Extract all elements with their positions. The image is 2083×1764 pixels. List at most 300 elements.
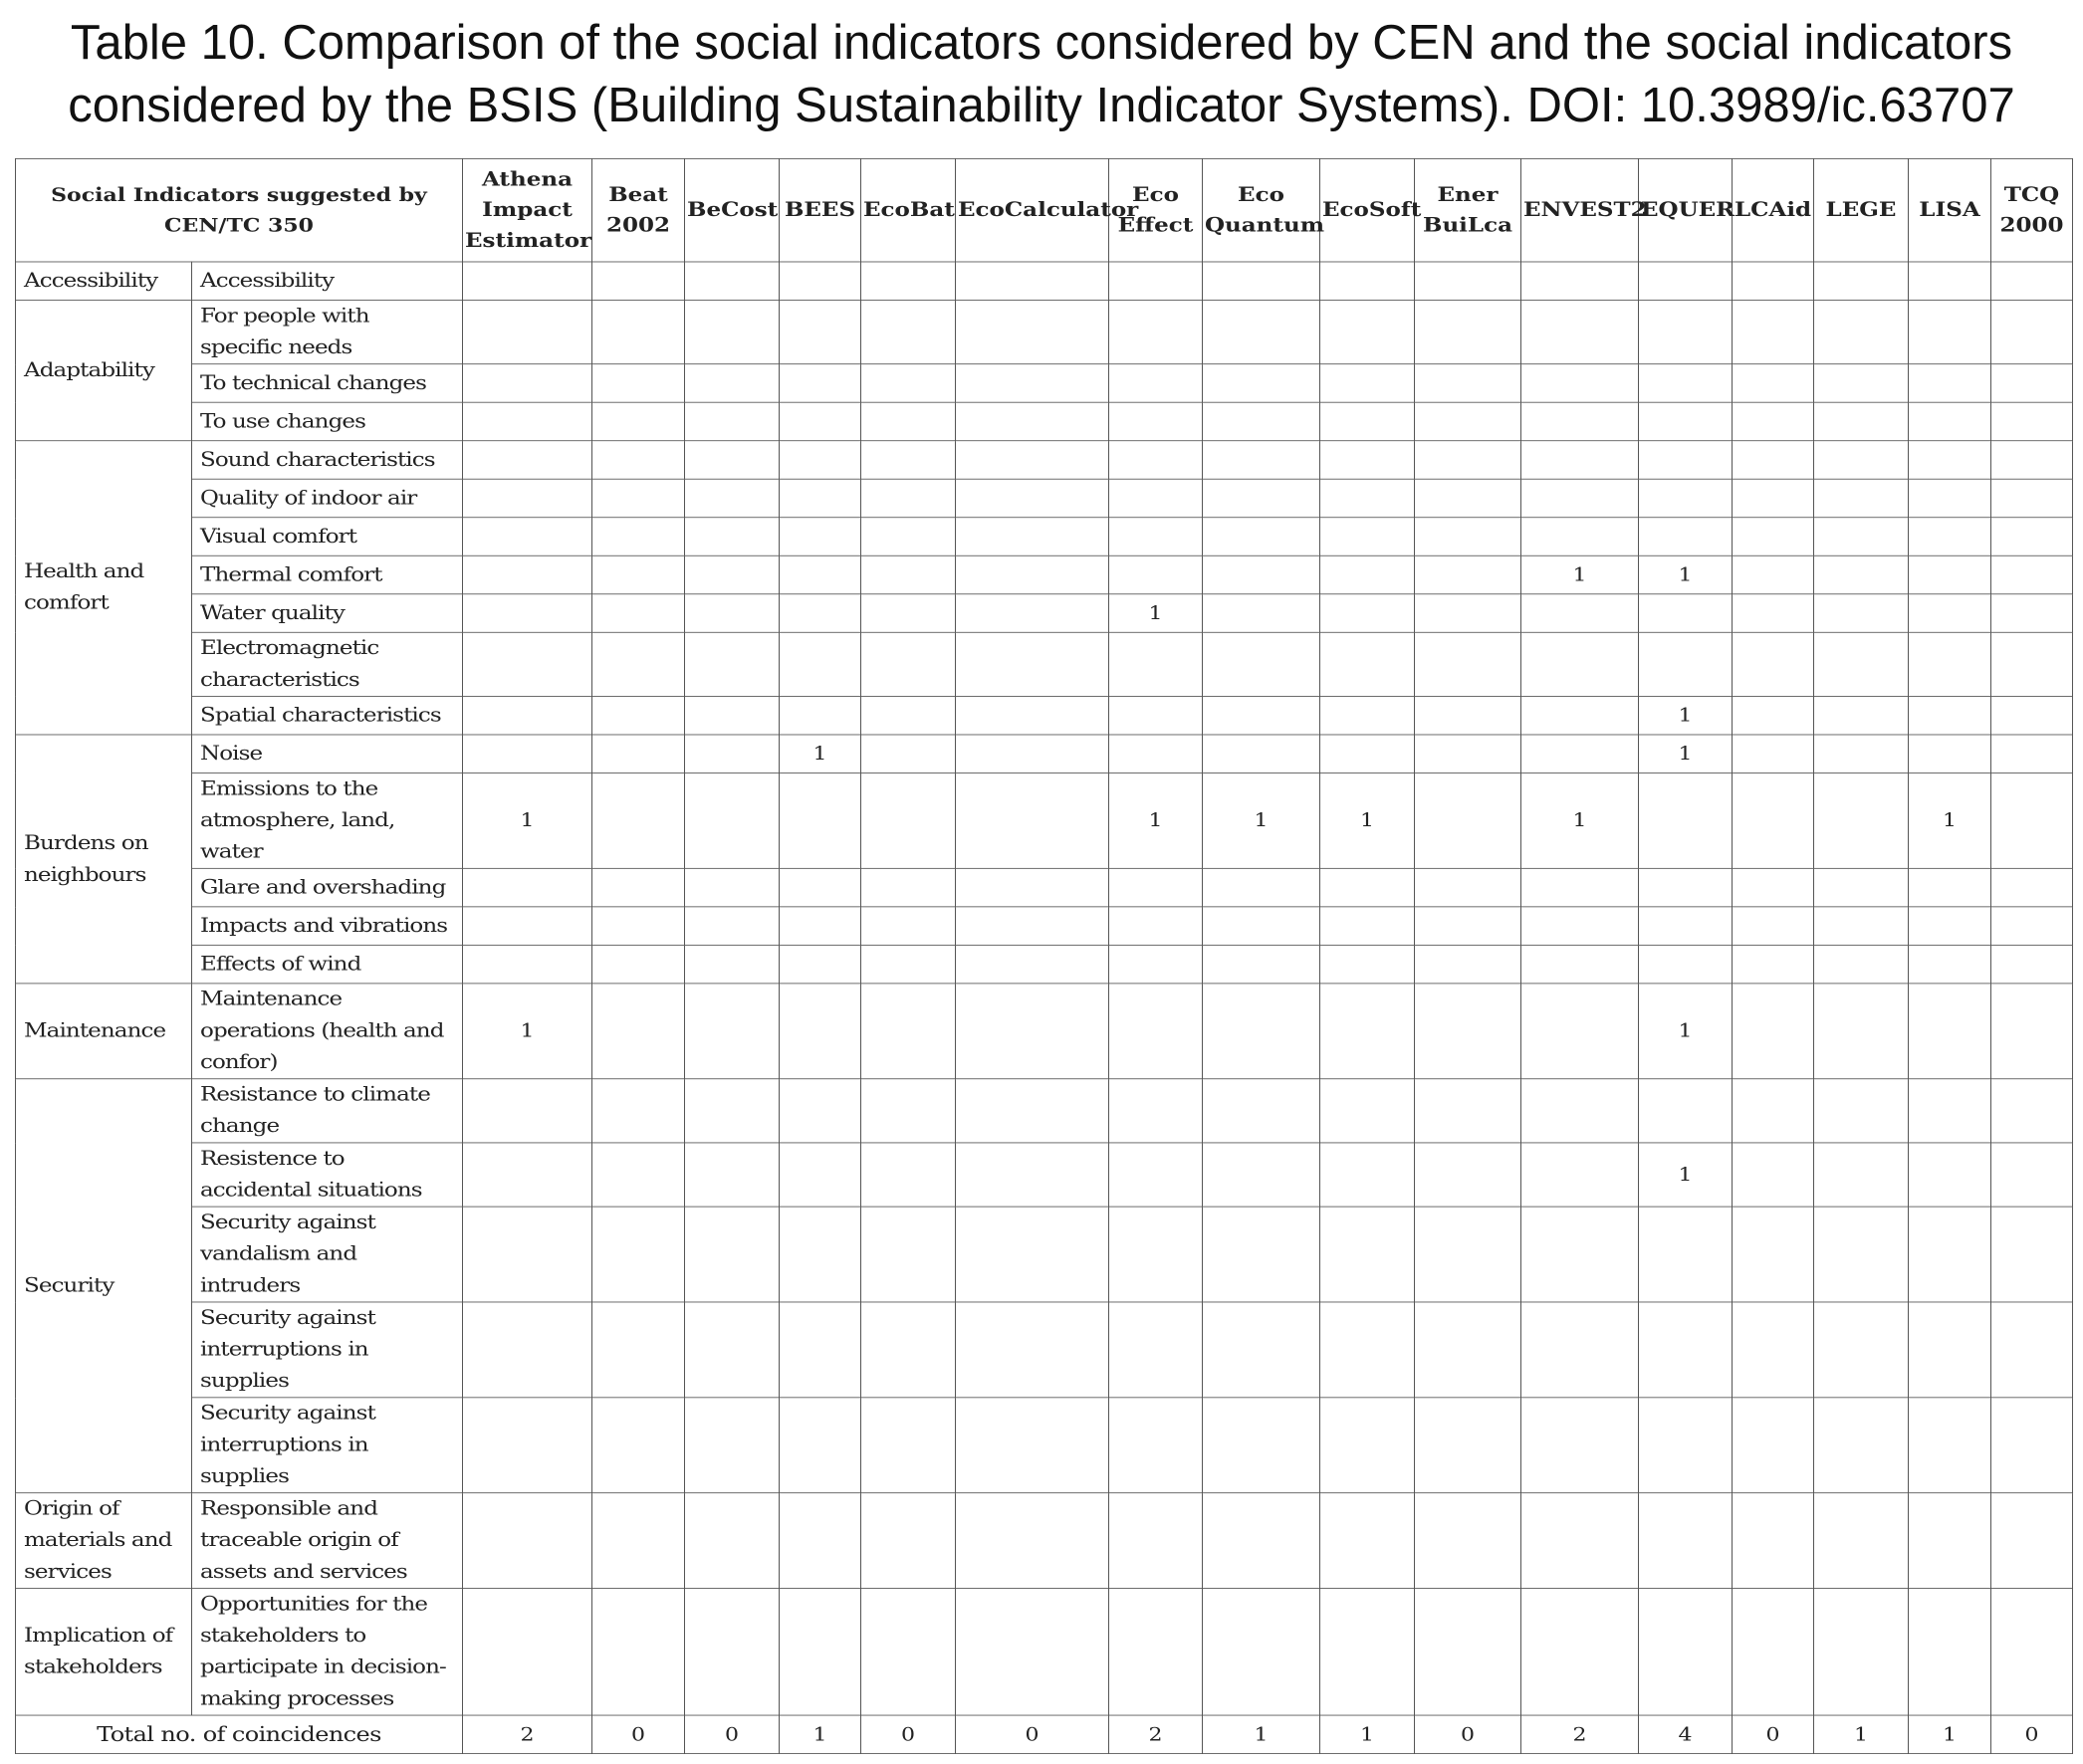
value-cell [685,907,780,946]
value-cell [1991,868,2073,907]
value-cell [1203,262,1320,301]
value-cell [1320,1398,1415,1493]
value-cell [1909,594,1991,633]
table-row [16,300,2073,363]
value-cell [1415,868,1521,907]
value-cell [1203,518,1320,556]
value-cell [956,1398,1109,1493]
value-cell [1909,518,1991,556]
table-row [16,555,2073,594]
value-cell [1203,555,1320,594]
value-cell [685,300,780,363]
value-cell [1909,441,1991,480]
column-header [1415,158,1521,262]
value-cell [1415,402,1521,441]
value-cell [956,984,1109,1079]
value-cell [956,1207,1109,1302]
value-cell [1639,945,1733,984]
value-cell [861,632,956,696]
value-cell [685,984,780,1079]
value-cell [1203,735,1320,773]
value-cell [1415,441,1521,480]
value-cell [780,1398,861,1493]
value-cell [1733,402,1814,441]
value-cell [1109,868,1203,907]
value-cell [1814,402,1909,441]
value-cell [1733,441,1814,480]
value-cell [1991,945,2073,984]
value-cell [1320,632,1415,696]
value-cell [1814,632,1909,696]
value-cell [1814,441,1909,480]
value-cell [861,1398,956,1493]
value-cell [1814,594,1909,633]
value-cell [1991,518,2073,556]
value-cell [685,1302,780,1398]
value-cell [1639,772,1733,868]
value-cell [463,1079,592,1143]
value-cell [592,696,685,735]
value-cell [1415,1493,1521,1589]
value-cell [463,300,592,363]
value-cell [685,1589,780,1716]
column-header [1521,158,1647,262]
value-cell [1109,364,1203,403]
column-header-line: Beat [608,182,668,206]
value-cell [780,1589,861,1716]
value-cell [1415,594,1521,633]
value-cell [1909,1143,1991,1207]
value-cell [1521,696,1639,735]
value-cell [685,696,780,735]
value-cell [861,555,956,594]
value-cell [1521,1302,1639,1398]
value-cell [592,772,685,868]
value-cell [1203,1207,1320,1302]
value-cell [956,945,1109,984]
value-cell [780,518,861,556]
table-row [16,594,2073,633]
value-cell [1733,907,1814,946]
value-cell [1909,907,1991,946]
value-cell [861,1589,956,1716]
value-cell [1521,984,1639,1079]
value-cell [463,907,592,946]
value-cell [685,735,780,773]
value-cell [1109,945,1203,984]
value-cell [861,594,956,633]
value-cell [1415,479,1521,518]
value-cell [463,868,592,907]
value-cell [592,555,685,594]
value-cell [592,984,685,1079]
total-row [16,1715,2073,1754]
value-cell [463,1143,592,1207]
value-cell [1203,1589,1320,1716]
value-cell [1991,1493,2073,1589]
value-cell [780,1207,861,1302]
value-cell [1521,1589,1639,1716]
table-row [16,1143,2073,1207]
value-cell [1991,1398,2073,1493]
table-row [16,772,2073,868]
value-cell [956,907,1109,946]
value-cell [956,555,1109,594]
value-cell: 1 [1639,1143,1733,1207]
column-header-line: BeCost [687,198,779,222]
category-cell: Origin of materials and services [16,1493,192,1589]
column-header [861,158,956,262]
category-cell: Health and comfort [16,441,192,735]
value-cell [1909,555,1991,594]
value-cell [1203,1398,1320,1493]
value-cell [1521,868,1639,907]
value-cell [956,1493,1109,1589]
table-row [16,1589,2073,1716]
value-cell [956,1302,1109,1398]
value-cell [1521,1143,1639,1207]
value-cell [1991,479,2073,518]
value-cell [1733,1493,1814,1589]
indicator-cell: To use changes [192,402,463,441]
value-cell [1109,1079,1203,1143]
column-header-line: 2000 [1999,213,2064,237]
value-cell: 1 [463,984,592,1079]
value-cell [1814,1079,1909,1143]
value-cell [592,479,685,518]
value-cell [1320,1493,1415,1589]
value-cell [861,907,956,946]
value-cell [1109,1143,1203,1207]
value-cell [685,479,780,518]
value-cell [1320,735,1415,773]
value-cell [1203,594,1320,633]
column-header [1109,158,1203,262]
table-row [16,441,2073,480]
value-cell [1203,1079,1320,1143]
value-cell [1639,1589,1733,1716]
value-cell [1733,1079,1814,1143]
value-cell [1909,1079,1991,1143]
indicator-cell: Responsible and traceable origin of assets and services [192,1493,463,1589]
value-cell [956,594,1109,633]
value-cell [1320,555,1415,594]
value-cell [861,772,956,868]
value-cell [1733,479,1814,518]
value-cell [956,735,1109,773]
value-cell [956,1079,1109,1143]
value-cell [1991,907,2073,946]
column-header [1814,158,1909,262]
indicator-cell: Glare and overshading [192,868,463,907]
value-cell [592,1589,685,1716]
category-cell: Maintenance [16,984,192,1079]
table-row [16,1079,2073,1143]
value-cell [1991,735,2073,773]
value-cell [592,1493,685,1589]
value-cell [1909,402,1991,441]
value-cell [956,262,1109,301]
value-cell [861,1302,956,1398]
value-cell [1109,735,1203,773]
value-cell [1521,1207,1639,1302]
category-cell: Adaptability [16,300,192,440]
value-cell [1203,1143,1320,1207]
value-cell [463,1493,592,1589]
value-cell [1733,945,1814,984]
value-cell [1733,735,1814,773]
value-cell [1991,594,2073,633]
value-cell [956,300,1109,363]
table-row [16,696,2073,735]
value-cell [685,518,780,556]
indicator-cell: Thermal comfort [192,555,463,594]
value-cell [1203,479,1320,518]
value-cell [1814,518,1909,556]
table-row [16,479,2073,518]
value-cell [780,555,861,594]
value-cell [1109,1302,1203,1398]
value-cell [861,441,956,480]
value-cell [463,1302,592,1398]
table-row [16,868,2073,907]
value-cell [592,907,685,946]
table-row [16,1493,2073,1589]
value-cell [1521,632,1639,696]
value-cell [1320,945,1415,984]
value-cell [780,696,861,735]
value-cell [463,1398,592,1493]
column-header [1909,158,1991,262]
value-cell [1814,364,1909,403]
column-header [463,158,592,262]
value-cell [956,868,1109,907]
value-cell [1109,1398,1203,1493]
value-cell [463,364,592,403]
value-cell [1415,945,1521,984]
value-cell [1521,1079,1639,1143]
indicator-cell: Water quality [192,594,463,633]
comparison-table [15,158,2073,1754]
value-cell [1109,1207,1203,1302]
value-cell [1909,945,1991,984]
value-cell [780,945,861,984]
total-value-cell: 0 [956,1715,1109,1754]
column-header [1991,158,2073,262]
value-cell [463,518,592,556]
value-cell [1909,364,1991,403]
value-cell [1415,1207,1521,1302]
indicator-cell: Impacts and vibrations [192,907,463,946]
table-row [16,735,2073,773]
value-cell [1991,1143,2073,1207]
value-cell [861,402,956,441]
value-cell [1320,1207,1415,1302]
value-cell [1639,1079,1733,1143]
value-cell [956,696,1109,735]
value-cell [592,441,685,480]
value-cell: 1 [1639,555,1733,594]
value-cell [1521,735,1639,773]
value-cell [1521,1493,1639,1589]
value-cell [956,632,1109,696]
column-header-line: Eco [1238,182,1284,206]
value-cell [1639,868,1733,907]
column-header [956,158,1139,262]
value-cell [1320,518,1415,556]
value-cell [1320,984,1415,1079]
indicator-cell: Noise [192,735,463,773]
value-cell [1521,907,1639,946]
value-cell: 1 [1639,696,1733,735]
value-cell [1909,1207,1991,1302]
value-cell [463,479,592,518]
value-cell [1639,594,1733,633]
value-cell [1909,1302,1991,1398]
value-cell [956,1143,1109,1207]
value-cell [1733,1207,1814,1302]
value-cell [780,984,861,1079]
value-cell [1320,1589,1415,1716]
value-cell [1991,1302,2073,1398]
value-cell [1639,300,1733,363]
table-body [16,262,2073,1754]
value-cell [1203,441,1320,480]
value-cell [685,632,780,696]
value-cell [1733,364,1814,403]
value-cell [1733,984,1814,1079]
value-cell [685,1398,780,1493]
value-cell [1733,1589,1814,1716]
table-header [16,158,2073,262]
value-cell [780,479,861,518]
total-value-cell: 2 [463,1715,592,1754]
total-value-cell: 4 [1639,1715,1733,1754]
value-cell [1909,1493,1991,1589]
value-cell [1733,1143,1814,1207]
value-cell [1814,945,1909,984]
value-cell [1415,364,1521,403]
column-header-line: EcoBat [863,198,955,222]
table-row [16,1398,2073,1493]
value-cell [1109,262,1203,301]
table-row [16,364,2073,403]
value-cell [1991,772,2073,868]
indicator-cell: Effects of wind [192,945,463,984]
value-cell [1814,772,1909,868]
value-cell [1415,518,1521,556]
table-row [16,518,2073,556]
table-row [16,984,2073,1079]
value-cell [1733,1398,1814,1493]
value-cell [685,262,780,301]
indicator-cell: Spatial characteristics [192,696,463,735]
value-cell [1320,364,1415,403]
column-header [685,158,780,262]
indicator-cell: Emissions to the atmosphere, land, water [192,772,463,868]
value-cell [1320,594,1415,633]
value-cell [1991,1207,2073,1302]
value-cell [1415,1398,1521,1493]
value-cell [1639,364,1733,403]
column-header-line: Estimator [465,229,592,253]
value-cell [1909,696,1991,735]
category-cell: Security [16,1079,192,1493]
value-cell [592,632,685,696]
total-value-cell: 1 [1909,1715,1991,1754]
value-cell [1415,1079,1521,1143]
value-cell [1203,945,1320,984]
value-cell [861,1143,956,1207]
total-value-cell: 0 [592,1715,685,1754]
value-cell [592,518,685,556]
value-cell [1639,1302,1733,1398]
value-cell: 1 [780,735,861,773]
header-cen-indicators: Social Indicators suggested by CEN/TC 350 [16,158,463,262]
total-value-cell: 0 [1733,1715,1814,1754]
value-cell [1320,262,1415,301]
value-cell [1733,696,1814,735]
value-cell [1639,1207,1733,1302]
value-cell [1203,868,1320,907]
indicator-cell: Electromagnetic characteristics [192,632,463,696]
value-cell [780,262,861,301]
value-cell [1991,632,2073,696]
category-cell: Implication of stakeholders [16,1589,192,1716]
value-cell [463,632,592,696]
value-cell [1415,1143,1521,1207]
value-cell [1991,984,2073,1079]
value-cell [956,402,1109,441]
total-value-cell: 1 [1203,1715,1320,1754]
value-cell [1909,1398,1991,1493]
value-cell [1814,1493,1909,1589]
value-cell [1639,632,1733,696]
value-cell [1521,1398,1639,1493]
value-cell [1733,632,1814,696]
value-cell [1814,262,1909,301]
table-row [16,262,2073,301]
value-cell [592,364,685,403]
column-header-line: Effect [1117,213,1194,237]
value-cell [1814,696,1909,735]
value-cell [861,945,956,984]
value-cell [1521,441,1639,480]
value-cell [1909,1589,1991,1716]
value-cell [592,868,685,907]
value-cell [1733,594,1814,633]
indicator-cell: To technical changes [192,364,463,403]
value-cell [1991,1079,2073,1143]
value-cell [780,907,861,946]
table-row [16,945,2073,984]
value-cell [463,555,592,594]
table-caption [0,12,2083,137]
column-header-line: EcoSoft [1322,198,1422,222]
table-row [16,632,2073,696]
indicator-cell: Accessibility [192,262,463,301]
value-cell [780,868,861,907]
value-cell [1909,984,1991,1079]
value-cell [1909,479,1991,518]
value-cell [1733,262,1814,301]
indicator-cell: Resistence to accidental situations [192,1143,463,1207]
value-cell [1109,518,1203,556]
value-cell [1320,441,1415,480]
category-cell: Accessibility [16,262,192,301]
total-value-cell: 1 [1814,1715,1909,1754]
value-cell [1203,1302,1320,1398]
